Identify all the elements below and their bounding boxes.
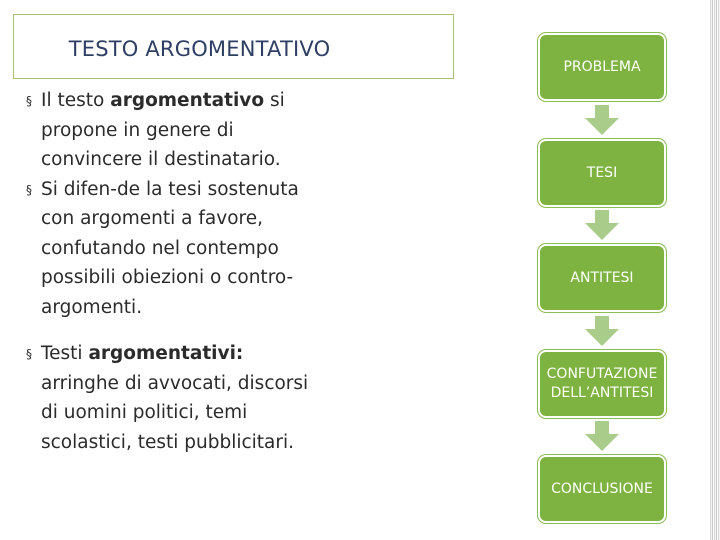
bullet-marker: § (26, 347, 32, 361)
flow-step-conclusione: CONCLUSIONE (538, 455, 666, 523)
bullet-item-1 (26, 86, 326, 175)
flow-step-problema: PROBLEMA (538, 33, 666, 101)
bullet-text: Il testo (41, 90, 111, 111)
bullet-item-2 (26, 175, 326, 323)
down-arrow-shape (585, 105, 619, 135)
page-title: TESTO ARGOMENTATIVO (68, 37, 331, 61)
down-arrow-shape (585, 210, 619, 240)
down-arrow-icon (585, 105, 619, 135)
bullet-text: si propone in genere di convincere il destinatario. (41, 90, 285, 170)
flow-step-tesi: TESI (538, 139, 666, 207)
down-arrow-icon (585, 316, 619, 346)
down-arrow-shape (585, 316, 619, 346)
flow-step-confutazione: CONFUTAZIONE DELL’ANTITESI (538, 350, 666, 418)
bullet-text: Si difen-de la tesi sostenuta con argomenti a favore, confutando nel contempo possibili obiezioni o contro-argomenti. (41, 178, 299, 318)
down-arrow-icon (585, 421, 619, 451)
flow-step-antitesi: ANTITESI (538, 244, 666, 312)
bullet-bold-text: argomentativi: (88, 343, 244, 364)
bullet-text: Testi (41, 343, 89, 364)
bullet-marker: § (26, 94, 32, 108)
down-arrow-shape (585, 421, 619, 451)
bullet-list (26, 86, 326, 457)
bullet-marker: § (26, 182, 32, 197)
bullet-item-3 (26, 339, 326, 457)
bullet-bold-text: argomentativo (110, 90, 265, 111)
decorative-side-stripe (710, 0, 720, 540)
bullet-text: arringhe di avvocati, discorsi di uomini politici, temi scolastici, testi pubblicitari. (41, 372, 309, 453)
down-arrow-icon (585, 210, 619, 240)
title-box (13, 14, 454, 79)
